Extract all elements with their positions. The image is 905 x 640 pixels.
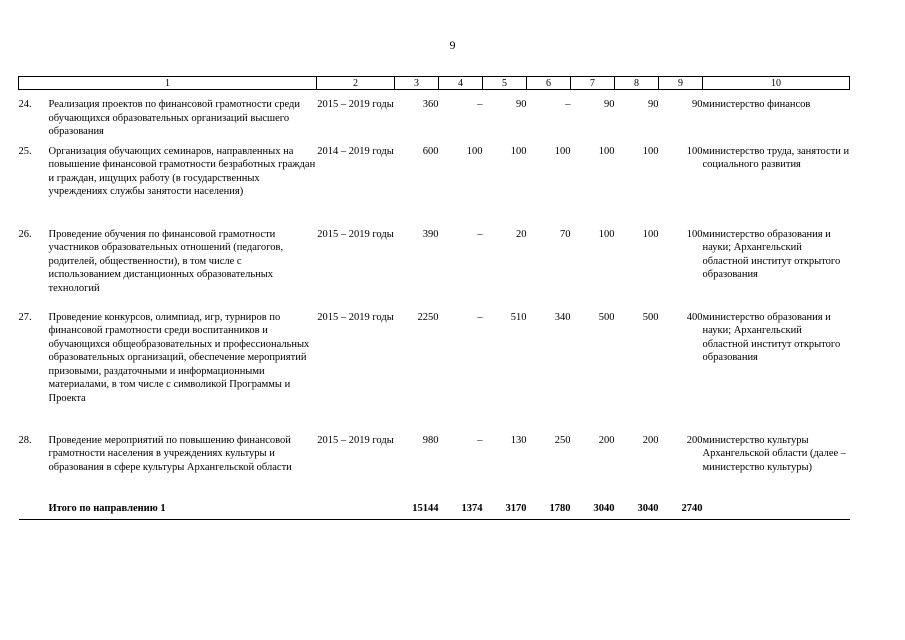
total-value-total: 15144 [395,502,439,520]
row-period: 2014 – 2019 годы [317,145,394,157]
row-executor: министерство образования и науки; Архангельский областной институт открытого образования [702,311,841,363]
row-value-total: 980 [422,434,439,446]
row-period: 2015 – 2019 годы [317,311,394,323]
row-description: Проведение обучения по финансовой грамотности участников образовательных отношений (педагогов, родителей, общественности), в том числе с использованием дистанционных образовательных технологий [48,228,284,294]
table-row [19,434,850,502]
row-value-2019: 400 [686,311,703,323]
row-value-2017: 500 [598,311,615,323]
row-value-2018: 100 [642,145,659,157]
row-value-2019: 100 [686,145,703,157]
row-executor: министерство образования и науки; Архангельский областной институт открытого образования [702,228,841,280]
column-header: 6 [527,77,571,90]
column-header: 8 [615,77,659,90]
total-value-2018: 3040 [615,502,659,520]
row-value-2014: – [477,311,483,323]
row-value-total: 2250 [417,311,439,323]
table-row [19,311,850,434]
row-executor: министерство финансов [702,99,811,110]
table-row [19,228,850,311]
column-header: 7 [571,77,615,90]
row-period: 2015 – 2019 годы [317,99,394,110]
table-row [19,90,850,145]
row-value-total: 390 [422,228,439,240]
row-value-2015: 20 [516,228,527,240]
row-description: Организация обучающих семинаров, направленных на повышение финансовой грамотности безработных граждан и граждан, ищущих работу (в государственных учреждениях службы занятости населения) [48,145,316,197]
row-value-2017: 100 [598,145,615,157]
total-value-2014: 1374 [439,502,483,520]
row-value-2014: – [477,99,483,110]
column-header: 4 [439,77,483,90]
row-number: 28. [18,434,32,446]
row-value-2019: 90 [692,99,703,110]
row-value-2016: 70 [560,228,571,240]
row-value-2014: – [477,434,483,446]
row-value-2019: 200 [686,434,703,446]
row-value-2018: 500 [642,311,659,323]
row-value-total: 360 [422,99,439,110]
row-executor: министерство труда, занятости и социального развития [702,145,850,170]
column-header: 9 [659,77,703,90]
total-value-2016: 1780 [527,502,571,520]
total-value-2017: 3040 [571,502,615,520]
row-description: Реализация проектов по финансовой грамотности среди обучающихся образовательных организаций высшего образования [48,99,300,137]
column-header: 2 [317,77,395,90]
row-value-2018: 200 [642,434,659,446]
row-number: 27. [18,311,32,323]
row-number: 25. [18,145,32,157]
row-value-2016: 340 [554,311,571,323]
total-label: Итого по направлению 1 [49,502,317,520]
row-value-2018: 90 [648,99,659,110]
row-value-2017: 90 [604,99,615,110]
row-description: Проведение конкурсов, олимпиад, игр, турниров по финансовой грамотности среди воспитанников и обучающихся общеобразовательных и профессиональных образовательных организаций, обеспечение мероприятий призовыми, раздаточными и информационными материалами, в том числе с символикой Программы и Проекта [48,311,310,404]
row-number: 24. [18,99,32,110]
page-number: 9 [449,38,456,52]
column-header: 1 [19,77,317,90]
row-value-2014: – [477,228,483,240]
row-value-2016: 100 [554,145,571,157]
total-row [19,502,850,520]
row-value-2014: 100 [466,145,483,157]
total-value-2015: 3170 [483,502,527,520]
row-number: 26. [18,228,32,240]
row-value-2015: 130 [510,434,527,446]
row-value-2017: 100 [598,228,615,240]
table-row [19,145,850,228]
row-executor: министерство культуры Архангельской области (далее – министерство культуры) [702,434,847,473]
program-table [18,76,850,520]
row-value-total: 600 [422,145,439,157]
row-description: Проведение мероприятий по повышению финансовой грамотности населения в учреждениях культуры и образования в сфере культуры Архангельской области [48,434,292,473]
row-value-2015: 510 [510,311,527,323]
row-value-2016: 250 [554,434,571,446]
column-header: 5 [483,77,527,90]
row-value-2016: – [565,99,571,110]
row-value-2015: 100 [510,145,527,157]
column-header: 3 [395,77,439,90]
column-header: 10 [703,77,850,90]
row-period: 2015 – 2019 годы [317,228,394,240]
row-value-2017: 200 [598,434,615,446]
row-value-2015: 90 [516,99,527,110]
table-header-row [19,77,850,90]
total-value-2019: 2740 [659,502,703,520]
row-value-2019: 100 [686,228,703,240]
row-value-2018: 100 [642,228,659,240]
row-period: 2015 – 2019 годы [317,434,394,446]
